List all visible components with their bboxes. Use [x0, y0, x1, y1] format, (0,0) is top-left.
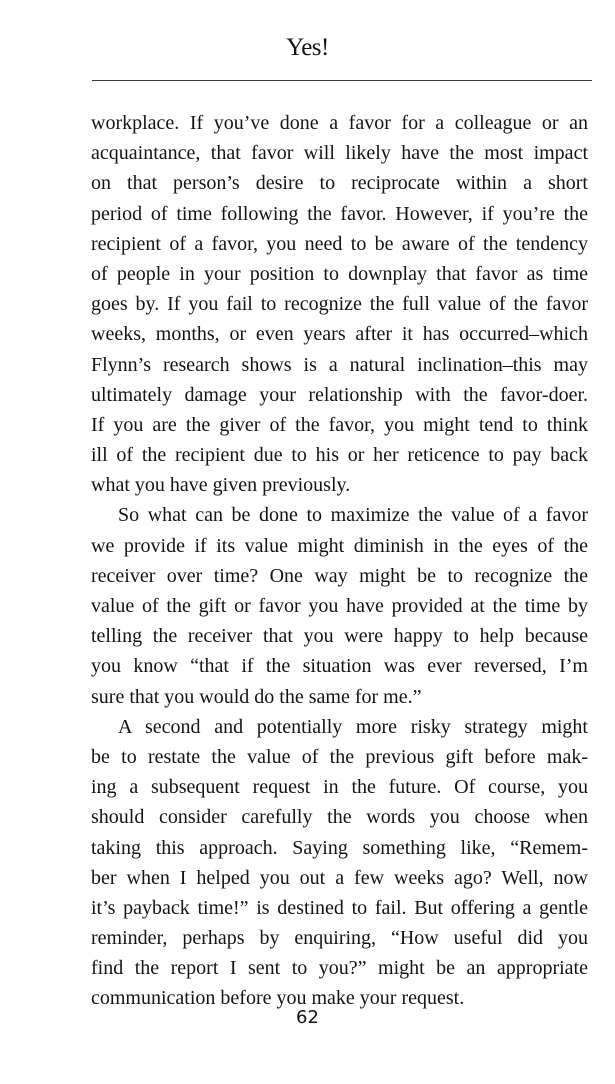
text-line: workplace. If you’ve done a favor for a colleague or an	[91, 112, 588, 134]
text-line: of people in your position to downplay that favor as time	[91, 262, 588, 285]
text-line: what you have given previously.	[91, 474, 351, 497]
text-line: you know “that if the situation was ever reversed, I’m	[91, 655, 588, 678]
text-line: it’s payback time!” is destined to fail. But offering a gentle	[91, 896, 588, 919]
text-line: If you are the giver of the favor, you might tend to think	[91, 413, 588, 436]
running-head-title: Yes!	[286, 34, 329, 61]
text-line: find the report I sent to you?” might be an appropriate	[91, 957, 588, 980]
text-line: we provide if its value might diminish in the eyes of the	[91, 534, 588, 557]
text-line: should consider carefully the words you choose when	[91, 806, 588, 829]
text-line: acquaintance, that favor will likely have the most impact	[91, 142, 588, 165]
paragraph-1	[91, 108, 588, 500]
text-line: be to restate the value of the previous gift before mak-	[91, 745, 588, 768]
text-line: So what can be done to maximize the value of a favor	[118, 504, 588, 527]
text-line: reminder, perhaps by enquiring, “How useful did you	[91, 927, 588, 950]
text-line: receiver over time? One way might be to recognize the	[91, 564, 588, 587]
text-line: communication before you make your request.	[91, 987, 465, 1010]
text-line: value of the gift or favor you have provided at the time by	[91, 595, 588, 617]
page-number: 62	[296, 1007, 319, 1028]
paragraph-2	[91, 500, 588, 711]
body-text	[91, 108, 588, 1014]
header-rule	[92, 80, 592, 81]
text-line: Flynn’s research shows is a natural inclination–this may	[91, 353, 588, 376]
text-line: weeks, months, or even years after it has occurred–which	[91, 323, 588, 346]
text-line: ill of the recipient due to his or her reticence to pay back	[91, 444, 588, 467]
text-line: ing a subsequent request in the future. Of course, you	[91, 776, 588, 799]
text-line: goes by. If you fail to recognize the full value of the favor	[91, 293, 588, 316]
paragraph-3	[91, 712, 588, 1014]
text-line: sure that you would do the same for me.”	[91, 685, 422, 708]
text-line: period of time following the favor. However, if you’re the	[91, 202, 588, 225]
text-line: on that person’s desire to reciprocate within a short	[91, 172, 588, 195]
text-line: ultimately damage your relationship with the favor-doer.	[91, 383, 588, 406]
text-line: taking this approach. Saying something like, “Remem-	[91, 836, 588, 859]
text-line: telling the receiver that you were happy to help because	[91, 625, 588, 648]
text-line: recipient of a favor, you need to be aware of the tendency	[91, 232, 588, 255]
text-line: ber when I helped you out a few weeks ago? Well, now	[91, 866, 588, 889]
text-line: A second and potentially more risky strategy might	[118, 715, 588, 738]
